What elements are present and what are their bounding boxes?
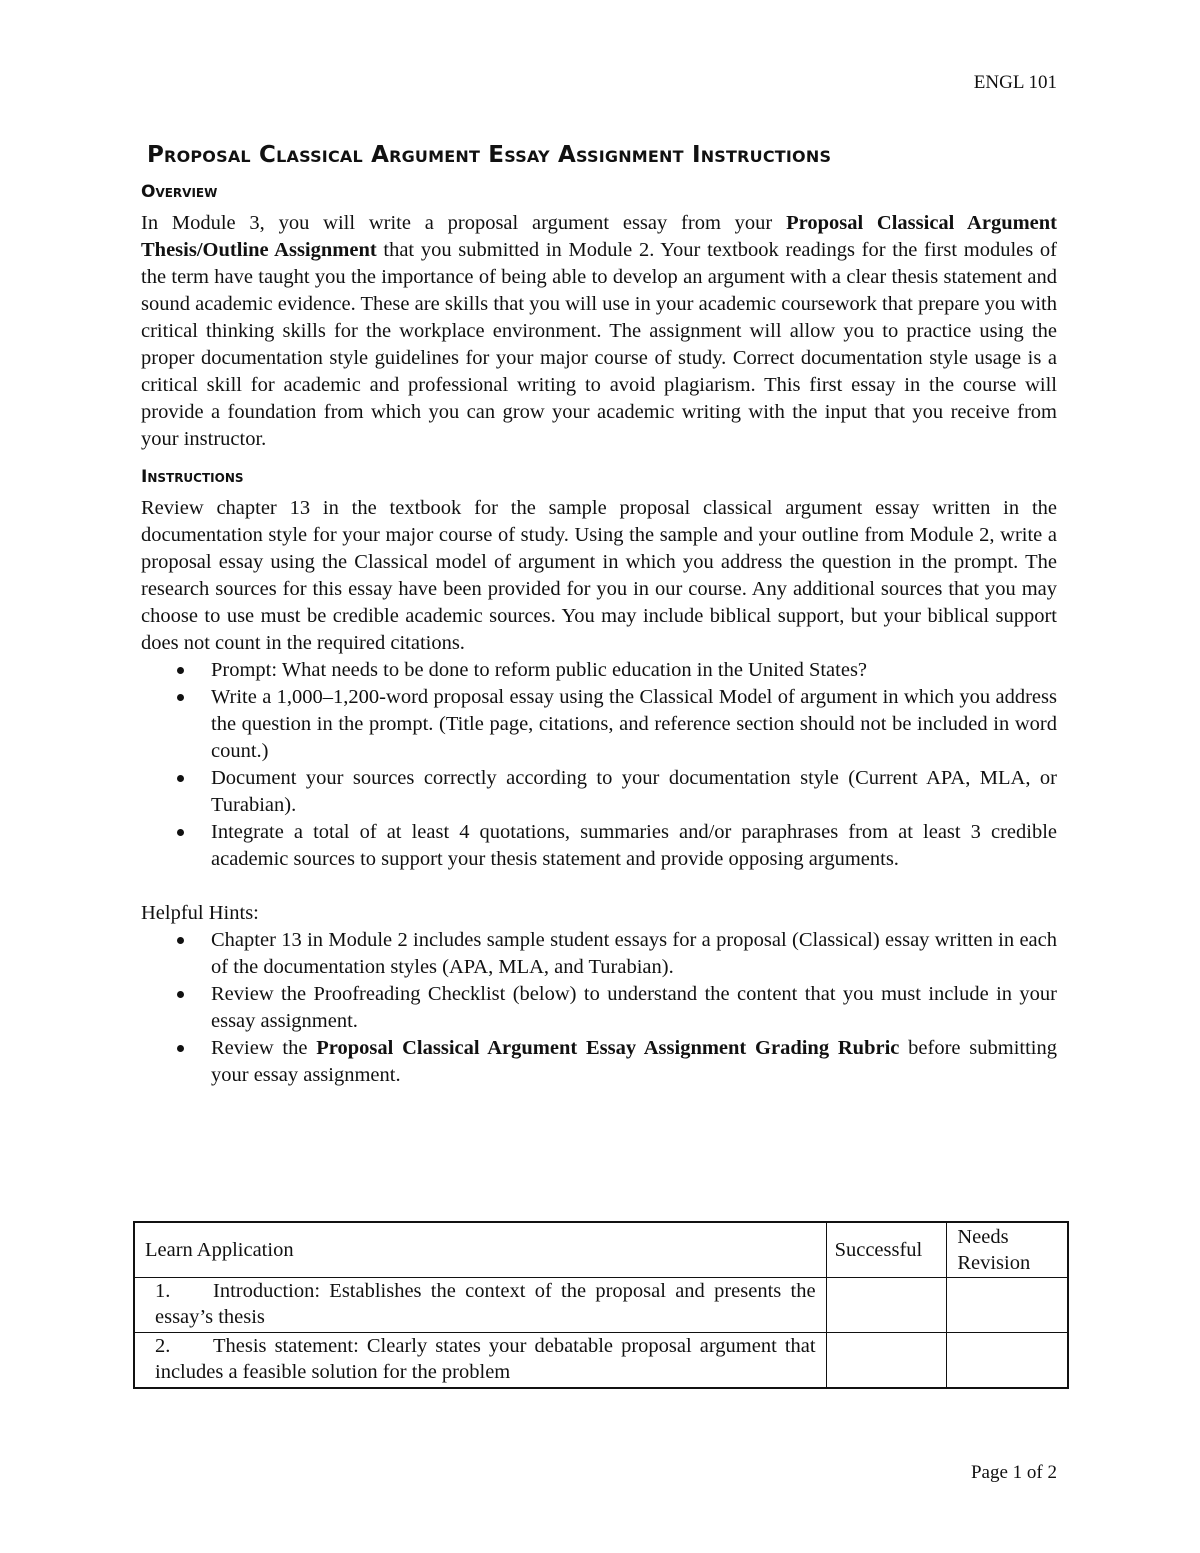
row-text: Introduction: Establishes the context of the proposal and presents the essay’s thesis	[155, 1280, 816, 1328]
checklist-table	[133, 1221, 1069, 1389]
table-row	[134, 1333, 1068, 1389]
overview-heading: Overview	[141, 182, 218, 202]
header-learn-application: Learn Application	[134, 1222, 826, 1278]
instructions-section	[141, 467, 1057, 873]
needs-revision-cell	[947, 1278, 1068, 1333]
list-item	[141, 1035, 1057, 1089]
successful-cell	[826, 1278, 947, 1333]
header-successful: Successful	[826, 1222, 947, 1278]
list-item: Document your sources correctly according to your documentation style (Current APA, MLA, or Turabian).	[141, 765, 1057, 819]
overview-text: In Module 3, you will write a proposal argument essay from your	[141, 212, 787, 234]
hints-list	[141, 927, 1057, 1089]
hint-text: Review the	[211, 1037, 317, 1059]
header-needs-revision: Needs Revision	[947, 1222, 1068, 1278]
overview-paragraph	[141, 210, 1057, 453]
document-body	[141, 142, 1057, 1089]
list-item: Integrate a total of at least 4 quotations, summaries and/or paraphrases from at least 3 credible academic sources to support your thesis statement and provide opposing arguments.	[141, 819, 1057, 873]
page-number: Page 1 of 2	[970, 1462, 1057, 1483]
row-number: 2.	[155, 1335, 171, 1357]
header-course: ENGL 101	[973, 72, 1057, 93]
row-number: 1.	[155, 1280, 171, 1302]
table-row	[134, 1278, 1068, 1333]
overview-bold: Proposal Classical Argument Thesis/Outline Assignment	[141, 212, 1057, 261]
hints-section	[141, 900, 1057, 1089]
list-item: Write a 1,000–1,200-word proposal essay using the Classical Model of argument in which you address the question in the prompt. (Title page, citations, and reference section should not be included in word count.)	[141, 684, 1057, 765]
list-item: Review the Proofreading Checklist (below) to understand the content that you must include in your essay assignment.	[141, 981, 1057, 1035]
hints-label: Helpful Hints:	[141, 902, 259, 924]
page-title: Proposal Classical Argument Essay Assignment Instructions	[147, 142, 832, 168]
overview-text: that you submitted in Module 2. Your textbook readings for the first modules of the term have taught you the importance of being able to develop an argument with a clear thesis statement and sound academic evidence. These are skills that you will use in your academic coursework that prepare you with critical thinking skills for the workplace environment. The assignment will allow you to practice using the proper documentation style guidelines for your major course of study. Correct documentation style usage is a critical skill for academic and professional writing to avoid plagiarism. This first essay in the course will provide a foundation from which you can grow your academic writing with the input that you receive from your instructor.	[141, 239, 1057, 450]
needs-revision-cell	[947, 1333, 1068, 1389]
hint-text: before submitting your essay assignment.	[211, 1037, 1058, 1086]
row-item	[134, 1333, 826, 1389]
instructions-heading: Instructions	[141, 467, 244, 487]
row-text: Thesis statement: Clearly states your debatable proposal argument that includes a feasible solution for the problem	[155, 1335, 816, 1383]
instructions-paragraph: Review chapter 13 in the textbook for the sample proposal classical argument essay written in the documentation style for your major course of study. Using the sample and your outline from Module 2, write a proposal essay using the Classical model of argument in which you address the question in the prompt. The research sources for this essay have been provided for you in our course. Any additional sources that you may choose to use must be credible academic sources. You may include biblical support, but your biblical support does not count in the required citations.	[141, 497, 1057, 654]
successful-cell	[826, 1333, 947, 1389]
row-item	[134, 1278, 826, 1333]
overview-section	[141, 182, 1057, 453]
list-item: Prompt: What needs to be done to reform public education in the United States?	[141, 657, 1057, 684]
list-item: Chapter 13 in Module 2 includes sample student essays for a proposal (Classical) essay written in each of the documentation styles (APA, MLA, and Turabian).	[141, 927, 1057, 981]
instructions-list	[141, 657, 1057, 873]
rubric-bold: Proposal Classical Argument Essay Assignment Grading Rubric	[316, 1037, 900, 1059]
